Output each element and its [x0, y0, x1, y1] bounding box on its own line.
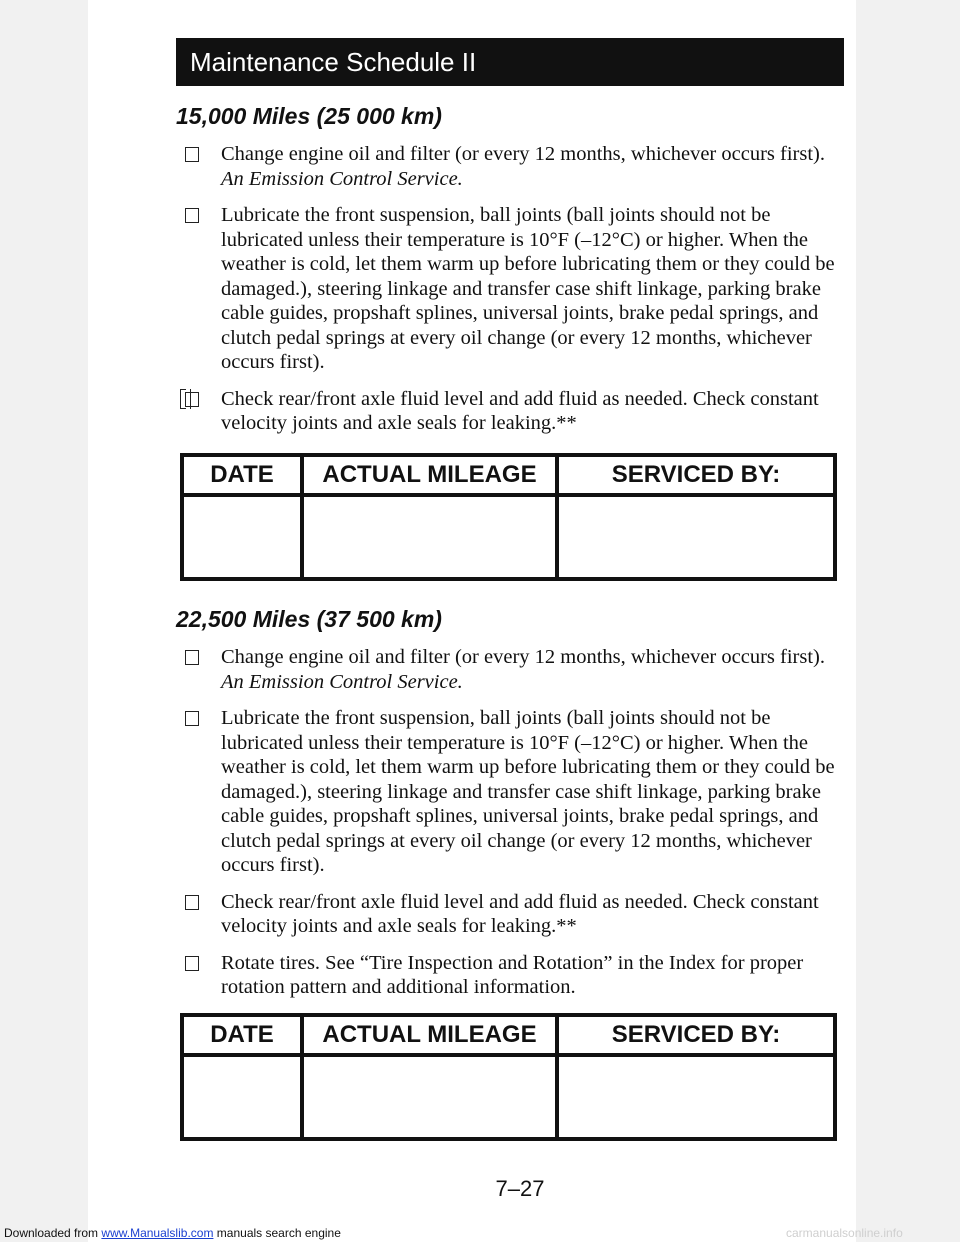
checklist-item: [185, 387, 840, 436]
item-emphasis: An Emission Control Service.: [221, 167, 463, 190]
checklist-item: [185, 142, 840, 191]
date-entry-cell[interactable]: [184, 1057, 304, 1137]
section-title-22500: 22,500 Miles (37 500 km): [176, 606, 442, 632]
checklist-item: [185, 951, 840, 1000]
column-header-serviced-by: SERVICED BY:: [559, 457, 833, 497]
item-text: Change engine oil and filter (or every 12 months, whichever occurs first).: [221, 143, 825, 165]
item-text: Lubricate the front suspension, ball joints (ball joints should not be lubricated unless their temperature is 10°F (–12°C) or higher. When the weather is cold, let them warm up before lubricating them or they could be damaged.), steering linkage and transfer case shift linkage, parking brake cable guides, propshaft splines, universal joints, brake pedal springs, and clutch pedal springs at every oil change (or every 12 months, whichever occurs first).: [221, 707, 835, 876]
mileage-entry-cell[interactable]: [304, 1057, 559, 1137]
footer-suffix: manuals search engine: [216, 1226, 341, 1240]
item-emphasis: An Emission Control Service.: [221, 670, 463, 693]
column-header-serviced-by: SERVICED BY:: [559, 1017, 833, 1057]
download-footer: [4, 1226, 341, 1240]
item-text: Change engine oil and filter (or every 12 months, whichever occurs first).: [221, 646, 825, 668]
manualslib-link[interactable]: www.Manualslib.com: [101, 1226, 214, 1240]
footer-prefix: Downloaded from: [4, 1226, 99, 1240]
checkbox[interactable]: [185, 895, 199, 910]
checklist-15000: [185, 142, 840, 448]
checkbox-marked[interactable]: [185, 392, 199, 407]
checklist-item: [185, 706, 840, 878]
checklist-item: [185, 890, 840, 939]
checkbox[interactable]: [185, 147, 199, 162]
watermark: carmanualsonline.info: [786, 1226, 903, 1240]
checklist-item: [185, 645, 840, 694]
item-text: Check rear/front axle fluid level and add fluid as needed. Check constant velocity joints and axle seals for leaking.**: [221, 387, 819, 434]
section-title-15000: 15,000 Miles (25 000 km): [176, 103, 442, 129]
column-header-actual-mileage: ACTUAL MILEAGE: [304, 1017, 559, 1057]
column-header-date: DATE: [184, 457, 304, 497]
serviced-by-entry-cell[interactable]: [559, 1057, 833, 1137]
checkbox[interactable]: [185, 208, 199, 223]
item-text: Rotate tires. See “Tire Inspection and Rotation” in the Index for proper rotation pattern and additional information.: [221, 951, 804, 998]
item-text: Check rear/front axle fluid level and add fluid as needed. Check constant velocity joints and axle seals for leaking.**: [221, 890, 819, 937]
serviced-by-entry-cell[interactable]: [559, 497, 833, 577]
column-header-date: DATE: [184, 1017, 304, 1057]
checkbox[interactable]: [185, 650, 199, 665]
page-banner: Maintenance Schedule II: [176, 38, 844, 86]
service-log-table-15000: [180, 453, 837, 581]
mileage-entry-cell[interactable]: [304, 497, 559, 577]
checklist-item: [185, 203, 840, 375]
date-entry-cell[interactable]: [184, 497, 304, 577]
item-text: Lubricate the front suspension, ball joints (ball joints should not be lubricated unless their temperature is 10°F (–12°C) or higher. When the weather is cold, let them warm up before lubricating them or they could be damaged.), steering linkage and transfer case shift linkage, parking brake cable guides, propshaft splines, universal joints, brake pedal springs, and clutch pedal springs at every oil change (or every 12 months, whichever occurs first).: [221, 204, 835, 373]
column-header-actual-mileage: ACTUAL MILEAGE: [304, 457, 559, 497]
checklist-22500: [185, 645, 840, 1012]
page-number: 7–27: [495, 1176, 545, 1201]
checkbox[interactable]: [185, 956, 199, 971]
checkbox[interactable]: [185, 711, 199, 726]
service-log-table-22500: [180, 1013, 837, 1141]
